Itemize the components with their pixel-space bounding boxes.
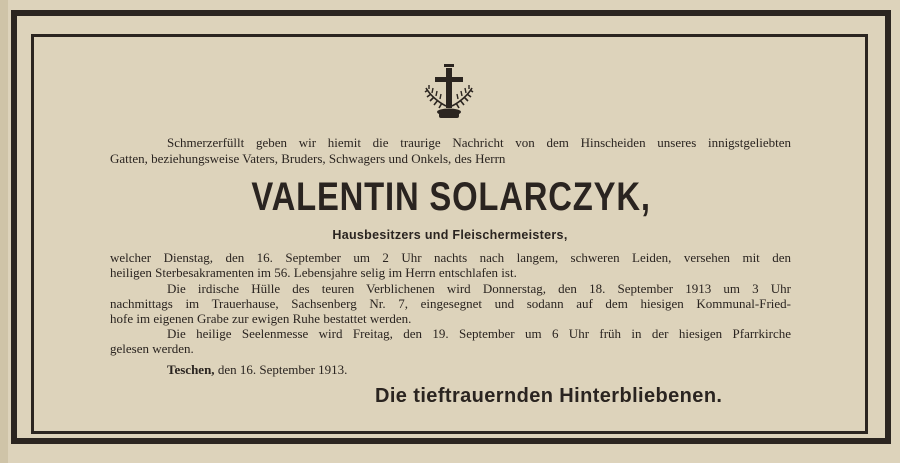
date-line [167,362,347,377]
body-text-line: heiligen Sterbesakramenten im 56. Lebensjahre selig im Herrn entschlafen ist. [110,265,517,280]
signature-line: Die tieftrauernden Hinterbliebenen. [375,385,723,407]
cross-with-palm-branches-icon [424,62,474,122]
intro-text-line: Schmerzerfüllt geben wir hiemit die traurige Nachricht von dem Hinscheiden unseres innigstgeliebten [167,135,791,150]
date-text: den 16. September 1913. [217,362,348,377]
body-text-line: Die heilige Seelenmesse wird Freitag, den 19. September um 6 Uhr früh in der hiesigen Pfarrkirche [167,326,791,341]
body-text-line: gelesen werden. [110,341,194,356]
body-text-line: nachmittags im Trauerhause, Sachsenberg Nr. 7, eingesegnet und sodann auf dem hiesigen Kommunal-Fried- [110,296,791,311]
body-text-line: Die irdische Hülle des teuren Verblichenen wird Donnerstag, den 18. September 1913 um 3 Uhr [167,281,791,296]
deceased-name: VALENTIN SOLARCZYK, [251,175,651,219]
deceased-profession: Hausbesitzers und Fleischermeisters, [332,228,568,242]
body-text-line: hofe im eigenen Grabe zur ewigen Ruhe bestattet werden. [110,311,412,326]
date-place: Teschen, [167,362,215,377]
intro-text-line: Gatten, beziehungsweise Vaters, Bruders, Schwagers und Onkels, des Herrn [110,151,506,166]
body-text-line: welcher Dienstag, den 16. September um 2 Uhr nachts nach langem, schweren Leiden, versehen mit den [110,250,791,265]
